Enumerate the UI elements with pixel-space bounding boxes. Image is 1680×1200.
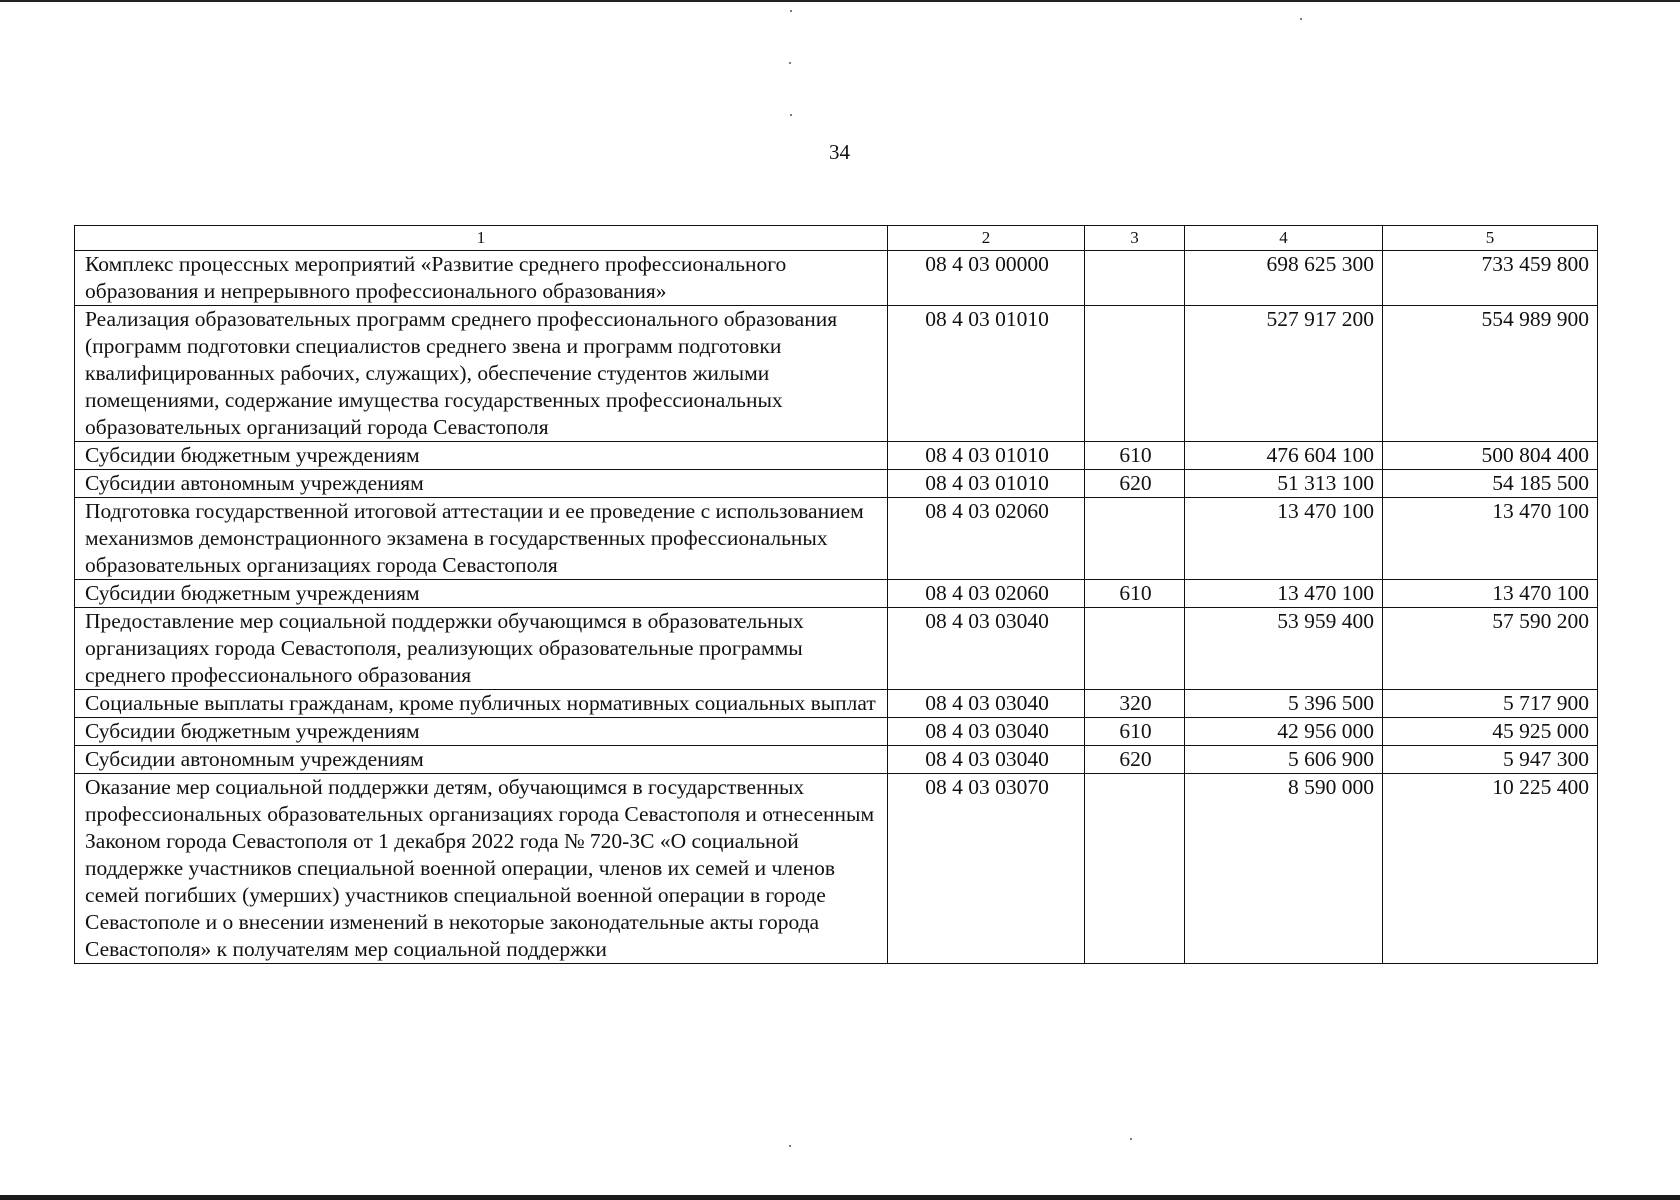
table-row (75, 608, 1598, 690)
row-type: 610 (1085, 718, 1185, 746)
row-value-col5: 13 470 100 (1383, 498, 1598, 580)
table-row (75, 251, 1598, 306)
header-cell-1: 1 (75, 226, 888, 251)
row-type (1085, 251, 1185, 306)
budget-table (74, 225, 1598, 964)
row-value-col4: 527 917 200 (1185, 306, 1383, 442)
row-value-col5: 13 470 100 (1383, 580, 1598, 608)
row-type: 620 (1085, 746, 1185, 774)
table-row (75, 306, 1598, 442)
page-number: 34 (829, 140, 850, 164)
row-value-col5: 5 717 900 (1383, 690, 1598, 718)
row-value-col4: 42 956 000 (1185, 718, 1383, 746)
row-value-col5: 10 225 400 (1383, 774, 1598, 964)
row-type (1085, 608, 1185, 690)
scan-speck (789, 62, 791, 64)
scan-bottom-edge (0, 1195, 1680, 1200)
row-code: 08 4 03 01010 (888, 442, 1085, 470)
row-value-col5: 45 925 000 (1383, 718, 1598, 746)
header-cell-5: 5 (1383, 226, 1598, 251)
row-value-col5: 57 590 200 (1383, 608, 1598, 690)
row-name: Субсидии автономным учреждениям (75, 470, 888, 498)
scan-speck (1300, 18, 1302, 20)
row-value-col4: 698 625 300 (1185, 251, 1383, 306)
table-row (75, 580, 1598, 608)
row-code: 08 4 03 03040 (888, 690, 1085, 718)
row-type (1085, 774, 1185, 964)
row-type (1085, 498, 1185, 580)
row-code: 08 4 03 02060 (888, 498, 1085, 580)
row-name: Субсидии бюджетным учреждениям (75, 442, 888, 470)
row-value-col4: 13 470 100 (1185, 580, 1383, 608)
header-cell-3: 3 (1085, 226, 1185, 251)
row-value-col4: 13 470 100 (1185, 498, 1383, 580)
row-name: Социальные выплаты гражданам, кроме публичных нормативных социальных выплат (75, 690, 888, 718)
row-name: Субсидии бюджетным учреждениям (75, 718, 888, 746)
row-value-col4: 5 606 900 (1185, 746, 1383, 774)
scan-speck (1130, 1138, 1132, 1140)
table-row (75, 774, 1598, 964)
header-cell-2: 2 (888, 226, 1085, 251)
row-code: 08 4 03 03040 (888, 608, 1085, 690)
table-row (75, 442, 1598, 470)
row-name: Комплекс процессных мероприятий «Развитие среднего профессионального образования и непрерывного профессионального образования» (75, 251, 888, 306)
row-name: Субсидии автономным учреждениям (75, 746, 888, 774)
scan-top-edge (0, 0, 1680, 2)
row-type: 610 (1085, 442, 1185, 470)
header-row (75, 226, 1598, 251)
scan-speck (790, 10, 792, 12)
row-code: 08 4 03 01010 (888, 470, 1085, 498)
scan-speck (789, 1145, 791, 1147)
table-row (75, 746, 1598, 774)
scan-speck (790, 114, 792, 116)
row-value-col5: 733 459 800 (1383, 251, 1598, 306)
header-cell-4: 4 (1185, 226, 1383, 251)
row-code: 08 4 03 03070 (888, 774, 1085, 964)
row-name: Предоставление мер социальной поддержки обучающимся в образовательных организациях города Севастополя, реализующих образовательные программы среднего профессионального образования (75, 608, 888, 690)
row-type: 320 (1085, 690, 1185, 718)
row-name: Субсидии бюджетным учреждениям (75, 580, 888, 608)
row-name: Реализация образовательных программ среднего профессионального образования (программ подготовки специалистов среднего звена и программ подготовки квалифицированных рабочих, служащих), обеспечение студентов жилыми помещениями, содержание имущества государственных профессиональных образовательных организаций города Севастополя (75, 306, 888, 442)
row-value-col5: 5 947 300 (1383, 746, 1598, 774)
row-value-col5: 54 185 500 (1383, 470, 1598, 498)
row-type (1085, 306, 1185, 442)
table-row (75, 690, 1598, 718)
row-code: 08 4 03 03040 (888, 718, 1085, 746)
row-type: 620 (1085, 470, 1185, 498)
row-name: Подготовка государственной итоговой аттестации и ее проведение с использованием механизмов демонстрационного экзамена в государственных профессиональных образовательных организациях города Севастополя (75, 498, 888, 580)
row-type: 610 (1085, 580, 1185, 608)
row-value-col5: 554 989 900 (1383, 306, 1598, 442)
row-value-col4: 8 590 000 (1185, 774, 1383, 964)
row-code: 08 4 03 02060 (888, 580, 1085, 608)
row-value-col4: 53 959 400 (1185, 608, 1383, 690)
table-row (75, 470, 1598, 498)
row-value-col4: 51 313 100 (1185, 470, 1383, 498)
table-row (75, 718, 1598, 746)
table-row (75, 498, 1598, 580)
row-value-col4: 476 604 100 (1185, 442, 1383, 470)
row-code: 08 4 03 00000 (888, 251, 1085, 306)
row-value-col4: 5 396 500 (1185, 690, 1383, 718)
row-code: 08 4 03 03040 (888, 746, 1085, 774)
row-value-col5: 500 804 400 (1383, 442, 1598, 470)
row-name: Оказание мер социальной поддержки детям, обучающимся в государственных профессиональных образовательных организациях города Севастополя и отнесенным Законом города Севастополя от 1 декабря 2022 года № 720-ЗС «О социальной поддержке участников специальной военной операции, членов их семей и членов семей погибших (умерших) участников специальной военной операции в городе Севастополе и о внесении изменений в некоторые законодательные акты города Севастополя» к получателям мер социальной поддержки (75, 774, 888, 964)
row-code: 08 4 03 01010 (888, 306, 1085, 442)
